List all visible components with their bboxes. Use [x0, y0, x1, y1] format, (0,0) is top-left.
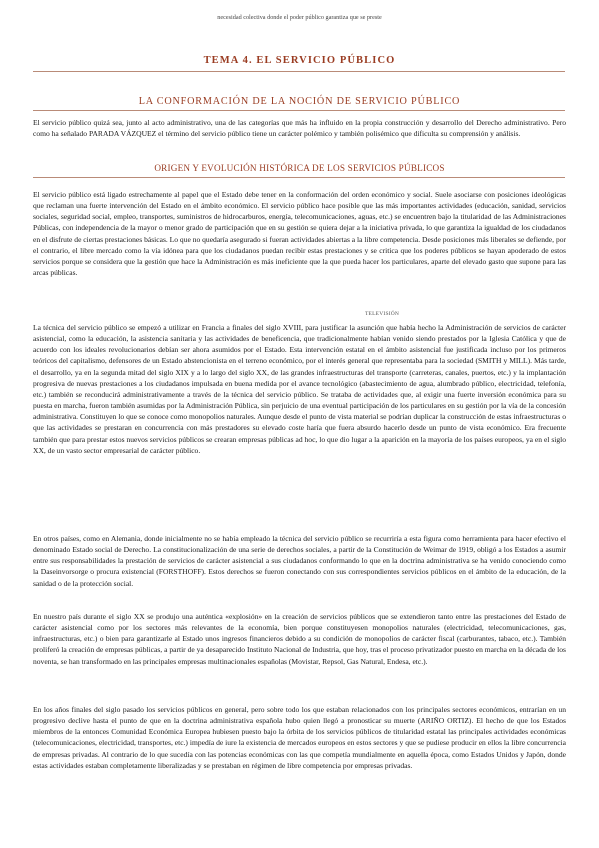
paragraph-decline: En los años finales del siglo pasado los servicios públicos en general, pero sobre todo los que estaban relacionados con los principales sectores económicos, entrarían en un progresivo declive hasta el punto de que en la doctrina administrativa española hubo quien llegó a pronosticar su muerte (ARIÑO ORTIZ). El hecho de que los Estados miembros de la entonces Comunidad Económica Europea hubiesen puesto bajo la órbita de los servicios públicos de titularidad estatal las principales actividades económicas (telecomunicaciones, electricidad, transportes, etc.) impedía de iure la existencia de mercados europeos en estos sectores y que se pudiese producir en ellos la libre concurrencia de empresas privadas. Al contrario de lo que sucedía con las potencias económicas con las que competía mundialmente en aquella época, como Estados Unidos y Japón, donde estas actividades estaban completamente liberalizadas y se prestaban en régimen de libre competencia por empresas privadas. — [33, 705, 566, 770]
section-title: LA CONFORMACIÓN DE LA NOCIÓN DE SERVICIO PÚBLICO — [138, 96, 461, 107]
paragraph-germany: En otros países, como en Alemania, donde inicialmente no se había empleado la técnica del servicio público se recurriría a esta figura como herramienta para hacer efectivo el denominado Estado social de Derecho. La constitucionalización de una serie de derechos sociales, a partir de la Constitución de Weimar de 1919, obligó a los Estados a asumir entre sus responsabilidades la prestación de servicios de carácter asistencial a sus ciudadanos conformando lo que en la doctrina administrativa se ha venido conociendo como la Daseinvorsorge o procura existencial (FORSTHOFF). Estos derechos se fueron conectando con sus correspondientes servicios públicos en el ámbito de la educación, de la sanidad o de la protección social. — [33, 534, 566, 588]
divider-section — [33, 110, 565, 111]
divider-topic — [33, 71, 565, 72]
subsection-title: ORIGEN Y EVOLUCIÓN HISTÓRICA DE LOS SERVICIOS PÚBLICOS — [154, 163, 445, 173]
side-note: TELEVISIÓN — [365, 311, 400, 317]
paragraph-france: La técnica del servicio público se empezó a utilizar en Francia a finales del siglo XVIII, para justificar la asunción que había hecho la Administración de servicios de carácter asistencial, como la educación, la asistencia sanitaria y las actividades de beneficencia, que tradicionalmente habían venido siendo prestados por la Iglesia Católica y que de acuerdo con los ideales revolucionarios debían ser ahora asumidos por el Estado. Esta intervención estatal en el ámbito asistencial fue justificada incluso por los primeros teóricos del capitalismo, defensores de un Estado abstencionista en el terreno económico, por el interés general que representaba para la sociedad (SMITH y MILL). Más tarde, el desarrollo, ya en la segunda mitad del siglo XIX y a lo largo del siglo XX, de las grandes infraestructuras del transporte (carreteras, canales, puertos, etc.) y la implantación progresiva de nuevas prestaciones a los ciudadanos impulsada en buena medida por el avance tecnológico (abastecimiento de agua, alumbrado público, electricidad, telefonía, etc.) también se reconducirá administrativamente a través de la técnica del servicio público. Se trataba de actividades que, al exigir una fuerte inversión económica para su puesta en marcha, fueron también asumidas por la Administración Pública, sin perjuicio de una eventual participación de los particulares en su gestión por la vía de la concesión administrativa. Constituyen lo que se conoce como monopolios naturales. Aunque desde el punto de vista material se podrían duplicar la construcción de estas infraestructuras o que las actividades se prestaran en concurrencia con más prestadores su elevado coste haría que fuera absurdo hacerlo desde un punto de vista económico. Era frecuente también que para prestar estos nuevos servicios públicos se crearan empresas públicas ad hoc, lo que dio lugar a la aparición en la mayoría de los países europeos, ya en el siglo XX, de un vasto sector empresarial de carácter público. — [33, 323, 566, 455]
paragraph-origin: El servicio público está ligado estrechamente al papel que el Estado debe tener en la conformación del orden económico y social. Suele asociarse con posiciones ideológicas que reclaman una fuerte intervención del Estado en el ámbito económico. El servicio público hace posible que las más importantes actividades (educación, sanidad, servicios sociales, seguridad social, empleo, transportes, suministros de hidrocarburos, energía, telecomunicaciones, aguas, etc.) se encuentren bajo la titularidad de las Administraciones Públicas, con independencia de la mayor o menor grado de participación que en su gestión se quiera dejar a la iniciativa privada, lo que garantiza la igualdad de los ciudadanos en el disfrute de ciertas prestaciones básicas. Lo que no quedaría asegurado si fueran actividades abiertas a la libre competencia. Desde posiciones más liberales se defiende, por el contrario, el libre mercado como la vía idónea para que los ciudadanos puedan recibir estas prestaciones y se critica que los poderes públicos se hayan apoderado de estos servicios porque se considera que la gestión que hace la Administración es más ineficiente que la que pueda hacer los particulares, aparte del elevado gasto que supone para las arcas públicas. — [33, 190, 566, 278]
topic-title: TEMA 4. EL SERVICIO PÚBLICO — [203, 55, 396, 66]
intro-paragraph: El servicio público quizá sea, junto al acto administrativo, una de las categorías que más ha influido en la propia construcción y desarrollo del Derecho administrativo. Pero como ha señalado PARADA VÁZQUEZ el término del servicio público tiene un carácter polémico y también polisémico que dificulta su comprensión y análisis. — [33, 118, 566, 139]
paragraph-spain: En nuestro país durante el siglo XX se produjo una auténtica «explosión» en la creación de servicios públicos que se extendieron tanto entre las prestaciones del Estado de carácter asistencial como por los sectores más relevantes de la economía, bien porque constituyesen monopolios naturales (electricidad, telecomunicaciones, gas, infraestructuras, etc.) o bien para garantizarle al Estado unos ingresos financieros debido a su condición de monopolios de carácter fiscal (carburantes, tabaco, etc.). También proliferó la creación de empresas públicas, a partir de ya desaparecido Instituto Nacional de Industria, que hoy, tras el proceso privatizador puesto en marcha en la década de los noventa, se han transformado en las principales empresas multinacionales españolas (Movistar, Repsol, Gas Natural, Endesa, etc.). — [33, 612, 566, 666]
divider-subsection — [33, 177, 565, 178]
running-header: necesidad colectiva donde el poder público garantiza que se preste — [217, 14, 382, 21]
